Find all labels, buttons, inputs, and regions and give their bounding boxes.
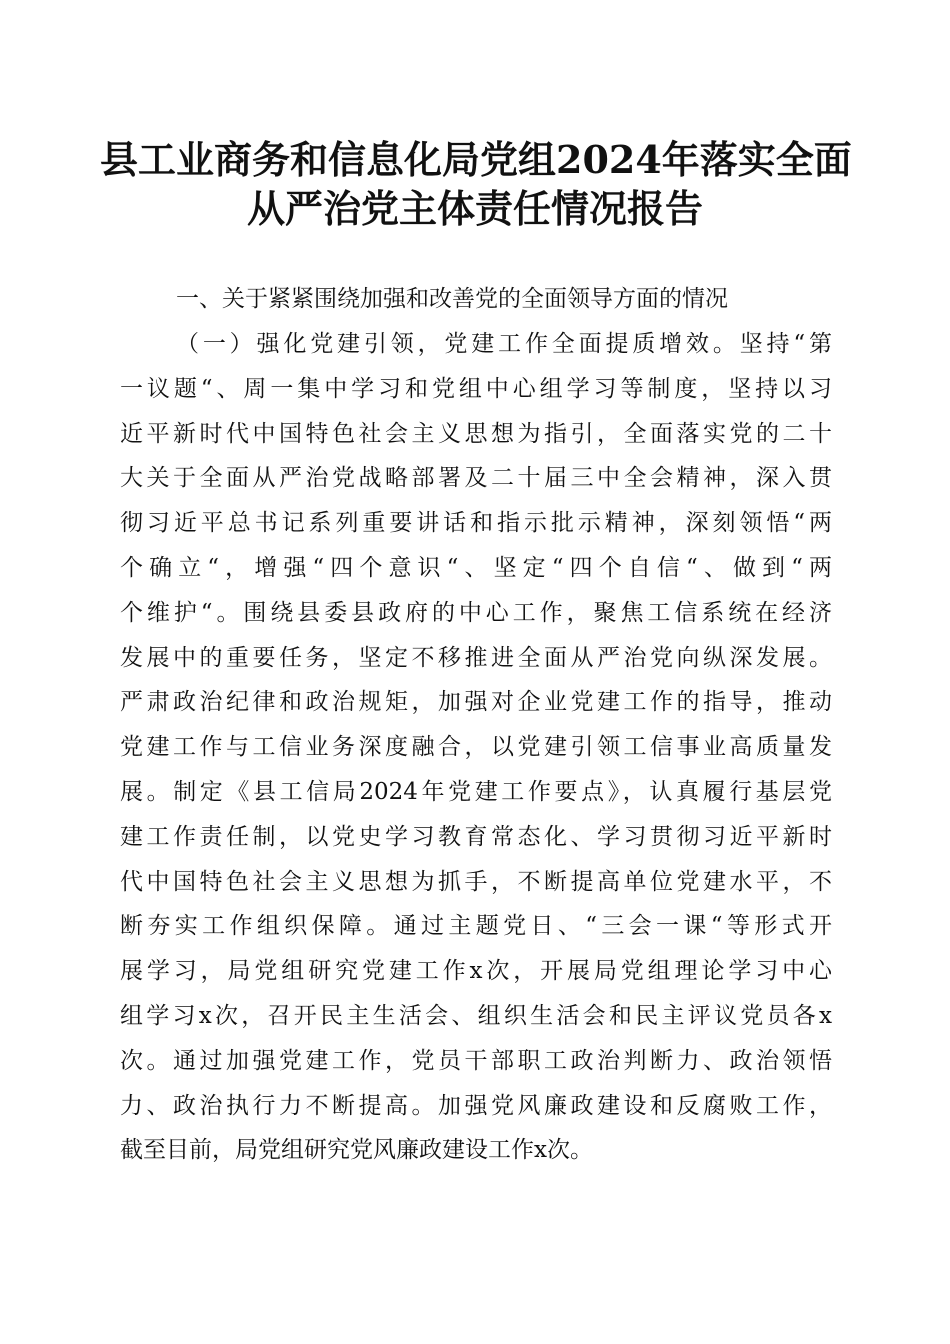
paragraph-line: 次。通过加强党建工作，党员干部职工政治判断力、政治领悟 — [120, 1047, 832, 1074]
paragraph-line: 党建工作与工信业务深度融合，以党建引领工信事业高质量发 — [120, 734, 832, 761]
paragraph-line: 严肃政治纪律和政治规矩，加强对企业党建工作的指导，推动 — [120, 689, 832, 716]
document-title-line-1: 县工业商务和信息化局党组2024年落实全面 — [100, 137, 852, 182]
paragraph-line: 一议题“、周一集中学习和党组中心组学习等制度，坚持以习 — [120, 375, 832, 402]
paragraph-line: 截至目前，局党组研究党风廉政建设工作x次。 — [120, 1137, 593, 1164]
paragraph-line: 发展中的重要任务，坚定不移推进全面从严治党向纵深发展。 — [120, 644, 832, 671]
paragraph-line: 代中国特色社会主义思想为抓手，不断提高单位党建水平，不 — [120, 868, 832, 895]
paragraph-line: 彻习近平总书记系列重要讲话和指示批示精神，深刻领悟“两 — [120, 510, 832, 537]
section-heading: 一、关于紧紧围绕加强和改善党的全面领导方面的情况 — [176, 286, 728, 312]
body-paragraph — [120, 322, 832, 1173]
paragraph-line: 展学习，局党组研究党建工作x次，开展局党组理论学习中心 — [120, 958, 832, 985]
paragraph-line: 个维护“。围绕县委县政府的中心工作，聚焦工信系统在经济 — [120, 599, 832, 626]
paragraph-line: 组学习x次，召开民主生活会、组织生活会和民主评议党员各x — [120, 1002, 832, 1029]
paragraph-line: 展。制定《县工信局2024年党建工作要点》，认真履行基层党 — [120, 778, 832, 805]
paragraph-line: 建工作责任制，以党史学习教育常态化、学习贯彻习近平新时 — [120, 823, 832, 850]
paragraph-line: （一）强化党建引领，党建工作全面提质增效。坚持“第 — [176, 331, 832, 357]
paragraph-line: 力、政治执行力不断提高。加强党风廉政建设和反腐败工作， — [120, 1092, 832, 1119]
document-title-line-2: 从严治党主体责任情况报告 — [246, 186, 703, 231]
paragraph-line: 大关于全面从严治党战略部署及二十届三中全会精神，深入贯 — [120, 465, 832, 492]
paragraph-line: 断夯实工作组织保障。通过主题党日、“三会一课“等形式开 — [120, 913, 832, 940]
paragraph-line: 个确立“，增强“四个意识“、坚定“四个自信“、做到“两 — [120, 554, 832, 581]
paragraph-line: 近平新时代中国特色社会主义思想为指引，全面落实党的二十 — [120, 420, 832, 447]
